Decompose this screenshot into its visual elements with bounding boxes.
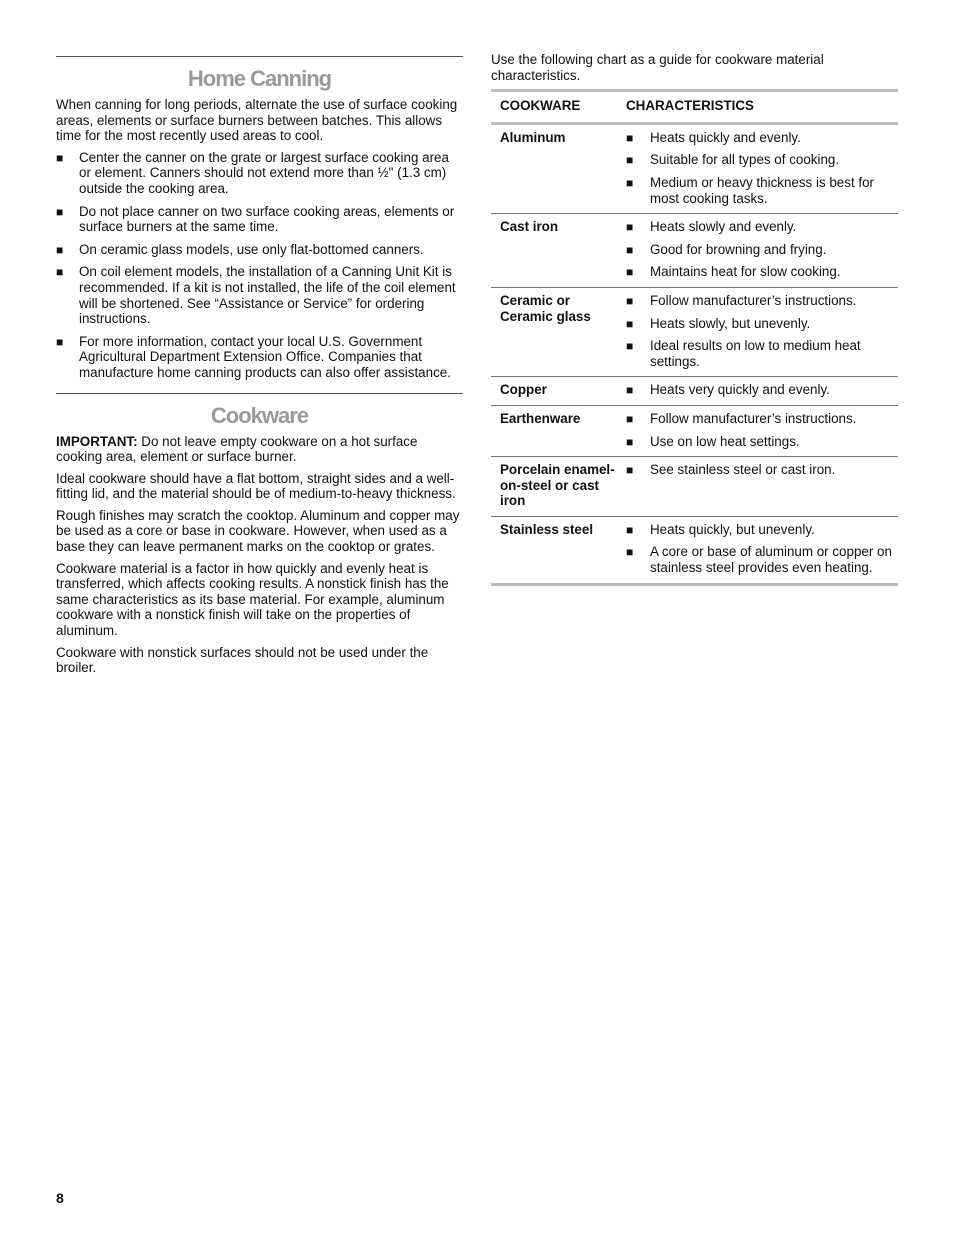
bullet-square-icon: ■ <box>626 545 634 560</box>
bullet-square-icon: ■ <box>56 204 64 219</box>
table-row <box>491 377 898 406</box>
bullet-square-icon: ■ <box>626 316 634 331</box>
bullet-square-icon: ■ <box>626 339 634 354</box>
bullet-square-icon: ■ <box>626 293 634 308</box>
cookware-title: Cookware <box>210 402 309 428</box>
bullet-square-icon: ■ <box>626 522 634 537</box>
list-item: ■ Good for browning and frying. <box>626 241 827 257</box>
important-label: IMPORTANT: <box>56 433 138 449</box>
bullet-square-icon: ■ <box>626 220 634 235</box>
chart-intro: Use the following chart as a guide for cookware material characteristics. <box>491 52 824 83</box>
list-item: ■ Heats slowly and evenly. <box>626 219 797 235</box>
bullet-square-icon: ■ <box>56 242 64 257</box>
section-divider <box>56 393 463 394</box>
material-cell: Ceramic or Ceramic glass <box>491 287 617 376</box>
material-cell: Cast iron <box>491 214 617 288</box>
list-item: ■ For more information, contact your local U.S. Government Agricultural Department Extension Office. Companies that manufacture home canning products can also offer assistance. <box>56 333 451 380</box>
material-cell: Earthenware <box>491 405 617 456</box>
list-item: ■ Follow manufacturer’s instructions. <box>626 410 857 426</box>
bullet-square-icon: ■ <box>56 334 64 349</box>
material-cell: Porcelain enamel-on-steel or cast iron <box>491 457 617 517</box>
left-column <box>56 56 463 682</box>
list-item: ■ Heats quickly, but unevenly. <box>626 521 815 537</box>
table-row <box>491 457 898 517</box>
characteristics-cell <box>617 123 898 213</box>
list-item: ■ Ideal results on low to medium heat settings. <box>626 338 861 369</box>
table-row <box>491 214 898 288</box>
important-note: IMPORTANT: Do not leave empty cookware on a hot surface cooking area, element or surface burner. <box>56 433 418 465</box>
list-item: ■ Follow manufacturer’s instructions. <box>626 292 857 308</box>
table-body <box>491 123 898 584</box>
characteristics-cell <box>617 287 898 376</box>
header-characteristics: CHARACTERISTICS <box>617 91 898 124</box>
list-item: ■ See stainless steel or cast iron. <box>626 462 836 478</box>
list-item: ■ Heats quickly and evenly. <box>626 129 801 145</box>
list-item: ■ Center the canner on the grate or largest surface cooking area or element. Canners should not extend more than ½" (1.3 cm) outside the cooking area. <box>56 149 449 196</box>
bullet-square-icon: ■ <box>626 130 634 145</box>
cookware-paragraph: Cookware with nonstick surfaces should not be used under the broiler. <box>56 644 429 676</box>
characteristics-cell <box>617 377 898 406</box>
table-row <box>491 287 898 376</box>
home-canning-title: Home Canning <box>187 66 332 91</box>
bullet-square-icon: ■ <box>626 411 634 426</box>
material-cell: Aluminum <box>491 123 617 213</box>
cookware-table <box>491 89 898 585</box>
bullet-square-icon: ■ <box>56 150 64 165</box>
characteristics-cell <box>617 214 898 288</box>
header-cookware: COOKWARE <box>491 91 617 124</box>
list-item: ■ A core or base of aluminum or copper on stainless steel provides even heating. <box>626 544 892 576</box>
bullet-square-icon: ■ <box>626 463 634 478</box>
bullet-square-icon: ■ <box>626 242 634 257</box>
home-canning-bullets <box>56 150 463 381</box>
list-item: ■ Medium or heavy thickness is best for most cooking tasks. <box>626 174 875 206</box>
page-number: 8 <box>56 1190 64 1206</box>
home-canning-intro: When canning for long periods, alternate the use of surface cooking areas, elements or surface burners between batches. This allows time for the most recently used areas to cool. <box>56 97 458 144</box>
characteristics-cell <box>617 405 898 456</box>
bullet-square-icon: ■ <box>626 383 634 398</box>
bullet-square-icon: ■ <box>626 434 634 449</box>
section-divider <box>56 56 463 57</box>
table-header-row <box>491 91 898 124</box>
table-row <box>491 516 898 584</box>
characteristics-cell <box>617 457 898 517</box>
table-row <box>491 123 898 213</box>
list-item: ■ Suitable for all types of cooking. <box>626 152 840 168</box>
list-item: ■ Maintains heat for slow cooking. <box>626 264 841 280</box>
list-item: ■ Use on low heat settings. <box>626 433 800 449</box>
material-cell: Stainless steel <box>491 516 617 584</box>
list-item: ■ Heats slowly, but unevenly. <box>626 315 811 331</box>
cookware-paragraph: Ideal cookware should have a flat bottom, straight sides and a well-fitting lid, and the material should be of medium-to-heavy thickness. <box>56 470 456 502</box>
bullet-square-icon: ■ <box>626 153 634 168</box>
characteristics-cell <box>617 516 898 584</box>
bullet-square-icon: ■ <box>626 265 634 280</box>
table-row <box>491 405 898 456</box>
list-item: ■ On ceramic glass models, use only flat-bottomed canners. <box>56 241 424 257</box>
bullet-square-icon: ■ <box>56 265 64 280</box>
list-item: ■ Heats very quickly and evenly. <box>626 382 830 398</box>
list-item: ■ On coil element models, the installation of a Canning Unit Kit is recommended. If a kit is not installed, the life of the coil element will be shortened. See “Assistance or Service” for ordering instructions. <box>56 264 456 327</box>
cookware-paragraph: Cookware material is a factor in how quickly and evenly heat is transferred, which affects cooking results. A nonstick finish has the same characteristics as its base material. For example, aluminum cookware with a nonstick finish will take on the properties of aluminum. <box>56 560 449 639</box>
cookware-paragraph: Rough finishes may scratch the cooktop. Aluminum and copper may be used as a core or base in cookware. However, when used as a base they can leave permanent marks on the cooktop or grates. <box>56 507 460 555</box>
list-item: ■ Do not place canner on two surface cooking areas, elements or surface burners at the same time. <box>56 203 455 235</box>
right-column <box>491 52 898 586</box>
bullet-square-icon: ■ <box>626 175 634 190</box>
material-cell: Copper <box>491 377 617 406</box>
